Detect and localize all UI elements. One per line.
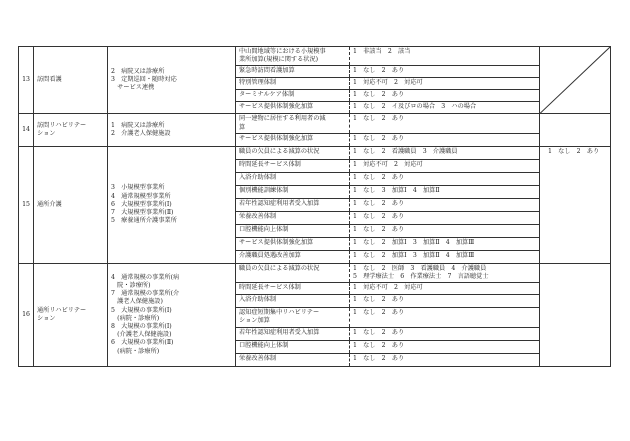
table-row [19,146,611,159]
item-label: 口腔機能向上体制 [236,224,350,237]
service-number: 16 [19,263,34,366]
item-options: 1 なし 2 あり [350,172,540,185]
item-label: サービス提供体制強化加算 [236,237,350,250]
item-options: 1 なし 2 医師 3 看護職員 4 介護職員 5 理学療法士 6 作業療法士 7 言語聴覚士 [350,263,540,282]
item-options: 1 なし 2 あり [350,295,540,308]
item-options: 1 なし 2 あり [350,353,540,366]
item-options: 1 対応不可 2 対応可 [350,159,540,172]
item-options: 1 なし 2 加算Ⅰ 3 加算Ⅱ 4 加算Ⅲ [350,237,540,250]
service-name: 通所介護 [34,146,108,263]
table-row [19,47,611,66]
facility-types: 3 小規模型事業所 4 通常規模型事業所 6 大規模型事業所(Ⅰ) 7 大規模型事業所(Ⅱ) 5 療養通所介護事業所 [108,146,236,263]
facility-types: 4 通常規模の事業所(病 院・診療所) 7 通常規模の事業所(介 護老人保健施設) 5 大規模の事業所(Ⅰ) (病院・診療所) 8 大規模の事業所(Ⅰ) (介護老人保健施設) 6 大規模の事業所(Ⅱ) (病院・診療所) [108,263,236,366]
service-number: 15 [19,146,34,263]
table-body [19,47,611,367]
facility-types: 1 病院又は診療所 2 介護老人保健施設 [108,114,236,146]
item-label: 認知症短期集中リハビリテー ション加算 [236,308,350,327]
item-label: 介護職員処遇改善加算 [236,250,350,263]
item-label: 口腔機能向上体制 [236,340,350,353]
item-options: 1 なし 2 イ及びロの場合 3 ハの場合 [350,102,540,114]
service-name: 通所リハビリテー ション [34,263,108,366]
item-options: 1 なし 2 あり [350,224,540,237]
item-label: サービス提供体制強化加算 [236,133,350,146]
extra-cell: 1 なし 2 あり [540,146,611,263]
facility-types: 2 病院又は診療所 3 定期巡回・随時対応 サービス連携 [108,47,236,114]
item-options: 1 対応不可 2 対応可 [350,78,540,90]
item-label: 職員の欠員による減算の状況 [236,146,350,159]
item-label: 入浴介助体制 [236,172,350,185]
item-label: 栄養改善体制 [236,211,350,224]
extra-cell [540,263,611,366]
table-row [19,114,611,133]
item-options: 1 なし 2 あり [350,308,540,327]
item-label: 特別管理体制 [236,78,350,90]
item-options: 1 なし 2 あり [350,90,540,102]
diagonal-strike [540,47,610,113]
item-options: 1 なし 2 あり [350,327,540,340]
item-options: 1 なし 2 あり [350,211,540,224]
service-table-sheet [18,46,610,367]
item-options: 1 なし 2 加算Ⅰ 3 加算Ⅱ 4 加算Ⅲ [350,250,540,263]
service-name: 訪問看護 [34,47,108,114]
service-name: 訪問リハビリテー ション [34,114,108,146]
item-label: 時間延長サービス体制 [236,159,350,172]
item-label: 若年性認知症利用者受入加算 [236,327,350,340]
item-options: 1 対応不可 2 対応可 [350,283,540,295]
service-number: 14 [19,114,34,146]
crossed-out-cell [540,47,611,114]
item-label: 職員の欠員による減算の状況 [236,263,350,282]
item-label: 若年性認知症利用者受入加算 [236,198,350,211]
item-label: 栄養改善体制 [236,353,350,366]
table-row [19,263,611,282]
service-system-table [18,46,611,367]
item-label: 中山間地域等における小規模事 業所加算(規模に関する状況) [236,47,350,66]
item-label: 時間延長サービス体制 [236,283,350,295]
item-options: 1 なし 2 あり [350,66,540,78]
item-label: 入浴介助体制 [236,295,350,308]
service-number: 13 [19,47,34,114]
item-label: サービス提供体制強化加算 [236,102,350,114]
item-options: 1 非該当 2 該当 [350,47,540,66]
item-options: 1 なし 2 看護職員 3 介護職員 [350,146,540,159]
item-label: 同一建物に居住する利用者の減 算 [236,114,350,133]
item-options: 1 なし 3 加算Ⅰ 4 加算Ⅱ [350,185,540,198]
item-label: ターミナルケア体制 [236,90,350,102]
item-options: 1 なし 2 あり [350,198,540,211]
item-label: 個別機能訓練体制 [236,185,350,198]
item-options: 1 なし 2 あり [350,133,540,146]
item-options: 1 なし 2 あり [350,114,540,133]
extra-cell [540,114,611,146]
item-options: 1 なし 2 あり [350,340,540,353]
item-label: 緊急時訪問看護加算 [236,66,350,78]
